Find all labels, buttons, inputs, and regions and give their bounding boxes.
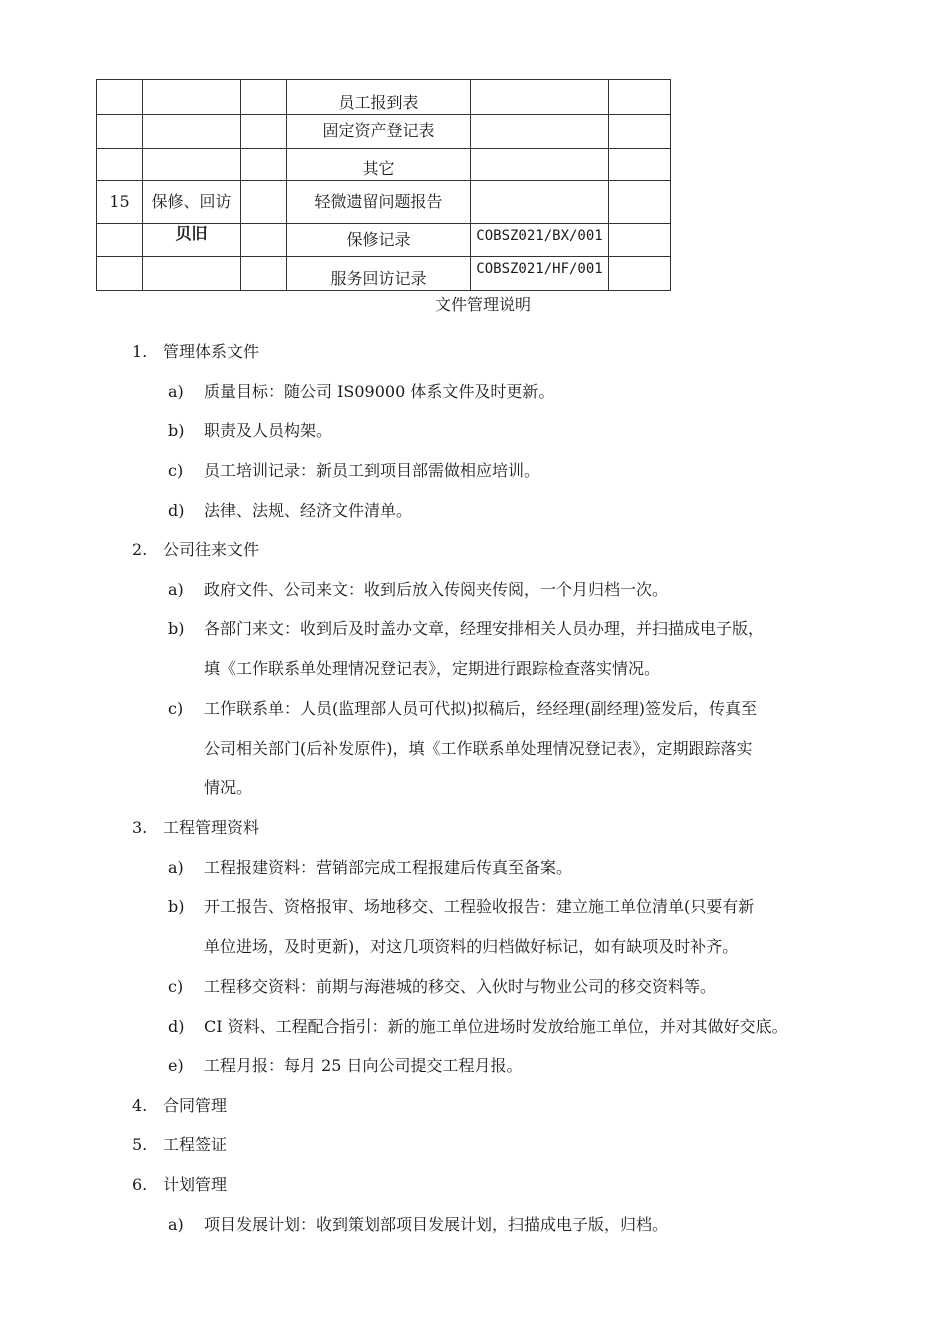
section-number: 1. <box>132 342 148 361</box>
list-item-text: 职责及人员构架。 <box>204 421 333 440</box>
section-label: 工程签证 <box>163 1135 228 1154</box>
section-number: 5. <box>132 1135 148 1154</box>
table-cell <box>241 181 287 224</box>
list-item-tag: b) <box>168 421 185 440</box>
list-item-line <box>168 894 754 917</box>
section-label: 工程管理资料 <box>163 818 260 837</box>
table-cell <box>97 224 143 257</box>
table-cell: 15 <box>97 181 143 224</box>
section-label: 公司往来文件 <box>163 540 260 559</box>
list-item-line <box>168 1053 523 1076</box>
list-item-line <box>168 577 668 600</box>
table-cell: COBSZ021/BX/001 <box>471 224 609 257</box>
table-cell <box>609 181 671 224</box>
list-item-line <box>168 1014 788 1037</box>
list-item-text: 质量目标：随公司 IS09000 体系文件及时更新。 <box>204 382 555 401</box>
list-item-text: 单位进场，及时更新)，对这几项资料的归档做好标记，如有缺项及时补齐。 <box>204 937 739 956</box>
table-cell <box>143 80 241 115</box>
list-item-line <box>168 934 738 957</box>
list-item-text: 开工报告、资格报审、场地移交、工程验收报告：建立施工单位清单(只要有新 <box>204 897 755 916</box>
table-cell <box>471 181 609 224</box>
list-item-text: 工程月报：每月 25 日向公司提交工程月报。 <box>204 1056 523 1075</box>
list-item-line <box>168 1212 668 1235</box>
register-table <box>96 79 671 291</box>
list-item-tag: c) <box>168 699 184 718</box>
table-cell: 其它 <box>287 149 471 181</box>
list-item-text: 公司相关部门(后补发原件)，填《工作联系单处理情况登记表》，定期跟踪落实 <box>204 739 753 758</box>
table-row <box>97 149 671 181</box>
list-item-text: 各部门来文：收到后及时盖办文章，经理安排相关人员办理，并扫描成电子版， <box>204 619 765 638</box>
list-item-text: 填《工作联系单处理情况登记表》，定期进行跟踪检查落实情况。 <box>204 659 661 678</box>
table-cell <box>241 224 287 257</box>
table-cell <box>241 80 287 115</box>
table-cell <box>97 80 143 115</box>
list-item-text: 项目发展计划：收到策划部项目发展计划，扫描成电子版，归档。 <box>204 1215 669 1234</box>
table-cell <box>143 149 241 181</box>
list-item-tag: b) <box>168 897 185 916</box>
section-heading <box>132 1132 227 1155</box>
list-item-line <box>168 498 412 521</box>
list-item-tag: b) <box>168 619 185 638</box>
table-cell: 贝旧 <box>143 224 241 257</box>
table-cell <box>143 257 241 291</box>
table-cell <box>609 80 671 115</box>
table-cell: 服务回访记录 <box>287 257 471 291</box>
list-item-tag: c) <box>168 977 184 996</box>
table-cell: 保修记录 <box>287 224 471 257</box>
list-item-tag: a) <box>168 580 184 599</box>
section-number: 3. <box>132 818 148 837</box>
list-item-tag: d) <box>168 501 185 520</box>
table-cell <box>97 149 143 181</box>
table-cell <box>609 224 671 257</box>
table-row <box>97 181 671 224</box>
list-item-line <box>168 736 753 759</box>
section-heading <box>132 815 259 838</box>
list-item-text: 政府文件、公司来文：收到后放入传阅夹传阅，一个月归档一次。 <box>204 580 669 599</box>
table-cell: 轻微遗留问题报告 <box>287 181 471 224</box>
list-item-tag: e) <box>168 1056 184 1075</box>
section-heading <box>132 537 259 560</box>
table-cell: 员工报到表 <box>287 80 471 115</box>
list-item-line <box>168 418 332 441</box>
list-item-line <box>168 458 540 481</box>
table-cell <box>143 115 241 149</box>
list-item-line <box>168 656 660 679</box>
list-item-text: CI 资料、工程配合指引：新的施工单位进场时发放给施工单位，并对其做好交底。 <box>204 1017 788 1036</box>
table-row <box>97 257 671 291</box>
list-item-text: 法律、法规、经济文件清单。 <box>204 501 413 520</box>
section-number: 2. <box>132 540 148 559</box>
table-cell <box>609 149 671 181</box>
list-item-tag: d) <box>168 1017 185 1036</box>
section-heading <box>132 339 259 362</box>
list-item-text: 工程报建资料：营销部完成工程报建后传真至备案。 <box>204 858 573 877</box>
section-heading <box>132 1093 227 1116</box>
section-heading <box>132 1172 227 1195</box>
list-item-line <box>168 855 572 878</box>
table-cell <box>609 257 671 291</box>
table-cell: 固定资产登记表 <box>287 115 471 149</box>
table-row <box>97 80 671 115</box>
list-item-line <box>168 974 716 997</box>
table-cell <box>471 149 609 181</box>
table-cell <box>241 115 287 149</box>
table-row <box>97 115 671 149</box>
list-item-tag: a) <box>168 1215 184 1234</box>
list-item-line <box>168 616 764 639</box>
list-item-line <box>168 696 757 719</box>
table-cell: 保修、回访 <box>143 181 241 224</box>
list-item-tag: a) <box>168 858 184 877</box>
table-cell: COBSZ021/HF/001 <box>471 257 609 291</box>
section-number: 6. <box>132 1175 148 1194</box>
table-cell <box>609 115 671 149</box>
list-item-tag: a) <box>168 382 184 401</box>
table-cell <box>241 149 287 181</box>
table-cell <box>471 115 609 149</box>
table-row <box>97 224 671 257</box>
section-label: 管理体系文件 <box>163 342 260 361</box>
table-cell <box>471 80 609 115</box>
table-cell <box>97 115 143 149</box>
section-number: 4. <box>132 1096 148 1115</box>
list-item-text: 工程移交资料：前期与海港城的移交、入伙时与物业公司的移交资料等。 <box>204 977 717 996</box>
section-label: 合同管理 <box>163 1096 228 1115</box>
section-label: 计划管理 <box>163 1175 228 1194</box>
list-item-text: 员工培训记录：新员工到项目部需做相应培训。 <box>204 461 541 480</box>
document-title: 文件管理说明 <box>434 295 531 314</box>
table-cell <box>97 257 143 291</box>
table-cell <box>241 257 287 291</box>
list-item-text: 工作联系单：人员(监理部人员可代拟)拟稿后，经经理(副经理)签发后，传真至 <box>204 699 757 718</box>
list-item-line <box>168 379 554 402</box>
list-item-line <box>168 775 252 798</box>
list-item-text: 情况。 <box>204 778 253 797</box>
list-item-tag: c) <box>168 461 184 480</box>
